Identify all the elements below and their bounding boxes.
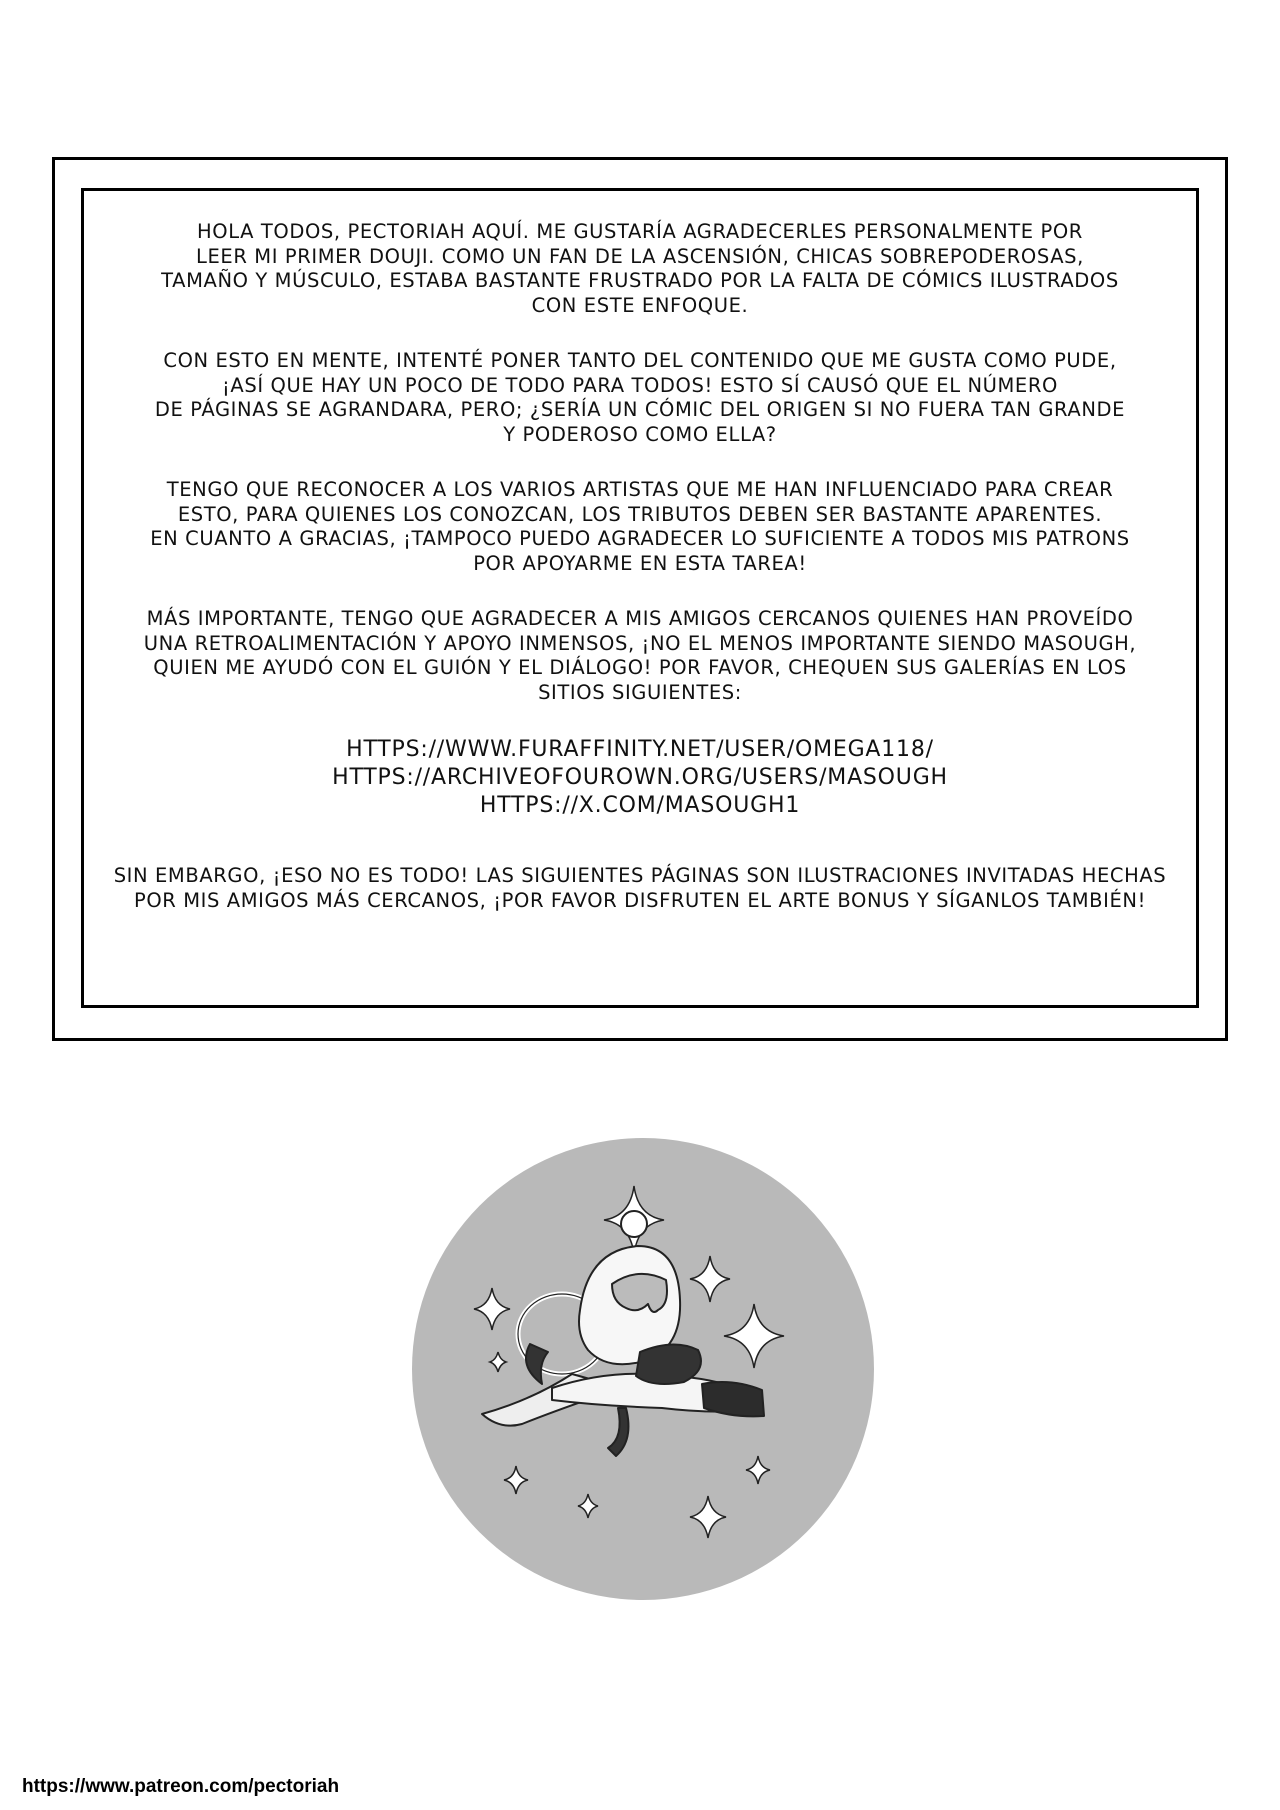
text-line: EN CUANTO A GRACIAS, ¡TAMPOCO PUEDO AGRADECER LO SUFICIENTE A TODOS MIS PATRONS [150,527,1130,550]
text-line: SIN EMBARGO, ¡ESO NO ES TODO! LAS SIGUIENTES PÁGINAS SON ILUSTRACIONES INVITADAS HECHAS [113,864,1167,887]
text-line: CON ESTO EN MENTE, INTENTÉ PONER TANTO DEL CONTENIDO QUE ME GUSTA COMO PUDE, [163,349,1117,372]
boot-left [702,1382,764,1416]
text-line: QUIEN ME AYUDÓ CON EL GUIÓN Y EL DIÁLOGO! POR FAVOR, CHEQUEN SUS GALERÍAS EN LOS [153,656,1127,679]
link-furaffinity[interactable]: HTTPS://WWW.FURAFFINITY.NET/USER/OMEGA118/ [346,737,934,762]
text-line: ESTO, PARA QUIENES LOS CONOZCAN, LOS TRIBUTOS DEBEN SER BASTANTE APARENTES. [177,502,1103,526]
gallery-links [84,736,1196,820]
text-line: TAMAÑO Y MÚSCULO, ESTABA BASTANTE FRUSTRADO POR LA FALTA DE CÓMICS ILUSTRADOS [161,269,1119,292]
text-line: DE PÁGINAS SE AGRANDARA, PERO; ¿SERÍA UN CÓMIC DEL ORIGEN SI NO FUERA TAN GRANDE [154,398,1126,421]
paragraph-closing [84,864,1196,913]
dark-garment [636,1344,701,1384]
text-line: ¡ASÍ QUE HAY UN POCO DE TODO PARA TODOS! ESTO SÍ CAUSÓ QUE EL NÚMERO [222,373,1058,397]
text-line: UNA RETROALIMENTACIÓN Y APOYO INMENSOS, ¡NO EL MENOS IMPORTANTE SIENDO MASOUGH, [143,631,1137,655]
author-note [84,220,1196,944]
head-orb [621,1211,647,1237]
text-line: POR APOYARME EN ESTA TAREA! [473,551,807,575]
paragraph-greeting [84,220,1196,318]
text-line: TENGO QUE RECONOCER A LOS VARIOS ARTISTAS QUE ME HAN INFLUENCIADO PARA CREAR [166,478,1114,501]
sleeping-character-illustration-icon [412,1138,874,1600]
text-line: POR MIS AMIGOS MÁS CERCANOS, ¡POR FAVOR DISFRUTEN EL ARTE BONUS Y SÍGANLOS TAMBIÉN! [133,888,1147,912]
patreon-link[interactable]: https://www.patreon.com/pectoriah [22,1776,340,1797]
text-line: Y PODEROSO COMO ELLA? [503,422,777,446]
text-line: MÁS IMPORTANTE, TENGO QUE AGRADECER A MIS AMIGOS CERCANOS QUIENES HAN PROVEÍDO [146,607,1134,630]
paragraph-artists [84,478,1196,576]
link-x[interactable]: HTTPS://X.COM/MASOUGH1 [479,793,801,818]
paragraph-content [84,349,1196,447]
text-line: CON ESTE ENFOQUE. [531,293,749,317]
text-line: SITIOS SIGUIENTES: [538,680,742,704]
text-line: LEER MI PRIMER DOUJI. COMO UN FAN DE LA ASCENSIÓN, CHICAS SOBREPODEROSAS, [196,244,1084,268]
link-archiveofourown[interactable]: HTTPS://ARCHIVEOFOUROWN.ORG/USERS/MASOUGH [332,765,948,790]
paragraph-friends [84,607,1196,705]
text-line: HOLA TODOS, PECTORIAH AQUÍ. ME GUSTARÍA AGRADECERLES PERSONALMENTE POR [197,220,1083,243]
